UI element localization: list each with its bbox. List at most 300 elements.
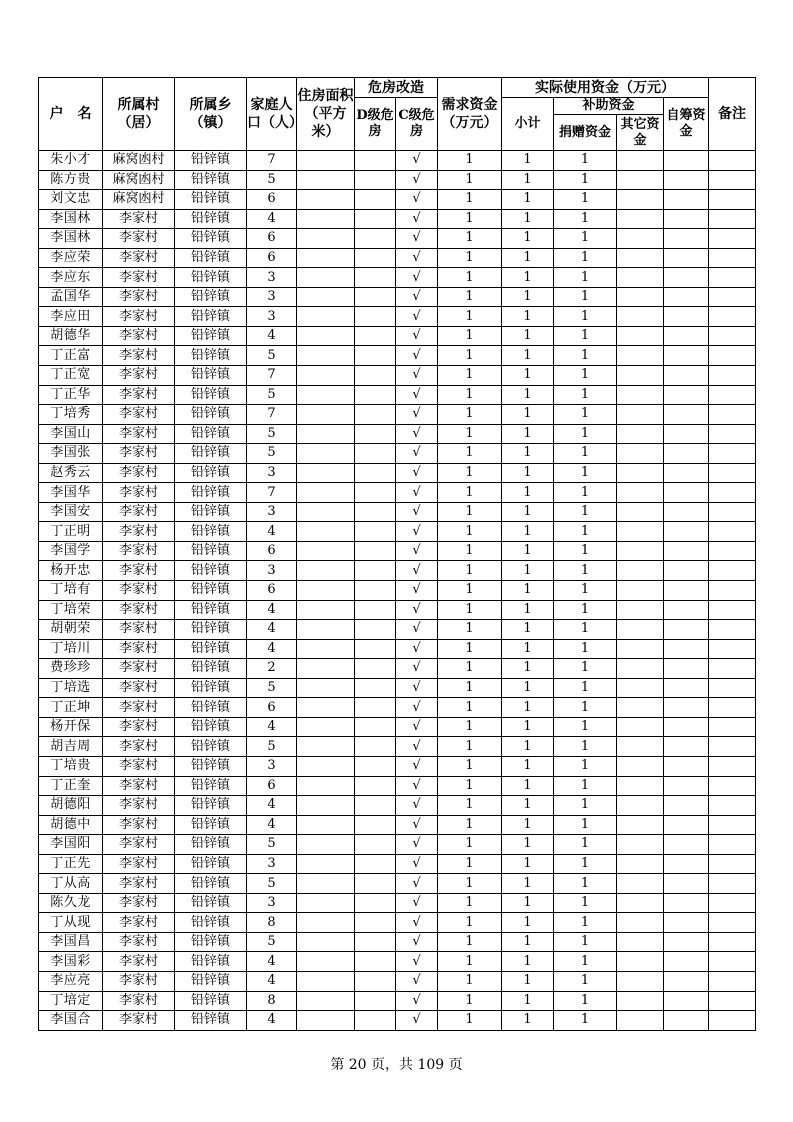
donation-cell: 1	[554, 326, 617, 346]
demand-cell: 1	[438, 639, 502, 659]
demand-cell: 1	[438, 229, 502, 249]
table-row	[39, 874, 756, 894]
town-cell: 铅锌镇	[175, 483, 247, 503]
remark-cell	[709, 581, 756, 601]
demand-cell: 1	[438, 326, 502, 346]
town-cell: 铅锌镇	[175, 248, 247, 268]
town-cell: 铅锌镇	[175, 620, 247, 640]
self-raised-cell	[664, 151, 709, 171]
area-cell	[297, 170, 355, 190]
donation-cell: 1	[554, 600, 617, 620]
name-cell: 胡德华	[39, 326, 103, 346]
header-town: 所属乡（镇）	[175, 78, 247, 151]
area-cell	[297, 1011, 355, 1031]
donation-cell: 1	[554, 307, 617, 327]
other-cell	[617, 600, 664, 620]
name-cell: 李国张	[39, 444, 103, 464]
donation-cell: 1	[554, 190, 617, 210]
table-row	[39, 424, 756, 444]
demand-cell: 1	[438, 307, 502, 327]
table-row	[39, 209, 756, 229]
d-level-cell	[355, 522, 396, 542]
d-level-cell	[355, 385, 396, 405]
subtotal-cell: 1	[502, 620, 554, 640]
c-level-cell: √	[396, 229, 438, 249]
d-level-cell	[355, 268, 396, 288]
demand-cell: 1	[438, 385, 502, 405]
town-cell: 铅锌镇	[175, 424, 247, 444]
donation-cell: 1	[554, 346, 617, 366]
village-cell: 李家村	[103, 346, 175, 366]
population-cell: 4	[247, 952, 297, 972]
population-cell: 4	[247, 600, 297, 620]
other-cell	[617, 913, 664, 933]
table-body	[39, 151, 756, 1031]
c-level-cell: √	[396, 385, 438, 405]
area-cell	[297, 522, 355, 542]
subtotal-cell: 1	[502, 424, 554, 444]
demand-cell: 1	[438, 678, 502, 698]
subtotal-cell: 1	[502, 229, 554, 249]
population-cell: 3	[247, 307, 297, 327]
village-cell: 李家村	[103, 854, 175, 874]
village-cell: 李家村	[103, 600, 175, 620]
area-cell	[297, 151, 355, 171]
header-c-level: C级危房	[396, 98, 438, 151]
town-cell: 铅锌镇	[175, 1011, 247, 1031]
village-cell: 李家村	[103, 581, 175, 601]
name-cell: 丁培有	[39, 581, 103, 601]
name-cell: 费珍珍	[39, 659, 103, 679]
other-cell	[617, 209, 664, 229]
remark-cell	[709, 600, 756, 620]
self-raised-cell	[664, 1011, 709, 1031]
village-cell: 李家村	[103, 268, 175, 288]
self-raised-cell	[664, 424, 709, 444]
self-raised-cell	[664, 776, 709, 796]
remark-cell	[709, 209, 756, 229]
area-cell	[297, 326, 355, 346]
donation-cell: 1	[554, 717, 617, 737]
c-level-cell: √	[396, 815, 438, 835]
table-row	[39, 405, 756, 425]
population-cell: 4	[247, 971, 297, 991]
table-row	[39, 229, 756, 249]
self-raised-cell	[664, 815, 709, 835]
d-level-cell	[355, 698, 396, 718]
area-cell	[297, 952, 355, 972]
demand-cell: 1	[438, 932, 502, 952]
name-cell: 杨开保	[39, 717, 103, 737]
c-level-cell: √	[396, 796, 438, 816]
other-cell	[617, 561, 664, 581]
donation-cell: 1	[554, 698, 617, 718]
self-raised-cell	[664, 952, 709, 972]
c-level-cell: √	[396, 600, 438, 620]
table-row	[39, 639, 756, 659]
other-cell	[617, 659, 664, 679]
remark-cell	[709, 639, 756, 659]
village-cell: 李家村	[103, 893, 175, 913]
subtotal-cell: 1	[502, 366, 554, 386]
name-cell: 丁培定	[39, 991, 103, 1011]
subtotal-cell: 1	[502, 893, 554, 913]
other-cell	[617, 541, 664, 561]
area-cell	[297, 209, 355, 229]
c-level-cell: √	[396, 561, 438, 581]
self-raised-cell	[664, 737, 709, 757]
area-cell	[297, 698, 355, 718]
demand-cell: 1	[438, 502, 502, 522]
donation-cell: 1	[554, 835, 617, 855]
town-cell: 铅锌镇	[175, 366, 247, 386]
other-cell	[617, 952, 664, 972]
other-cell	[617, 326, 664, 346]
name-cell: 李应荣	[39, 248, 103, 268]
area-cell	[297, 424, 355, 444]
d-level-cell	[355, 913, 396, 933]
village-cell: 李家村	[103, 463, 175, 483]
d-level-cell	[355, 151, 396, 171]
town-cell: 铅锌镇	[175, 581, 247, 601]
c-level-cell: √	[396, 874, 438, 894]
donation-cell: 1	[554, 483, 617, 503]
demand-cell: 1	[438, 717, 502, 737]
subtotal-cell: 1	[502, 151, 554, 171]
table-row	[39, 756, 756, 776]
donation-cell: 1	[554, 854, 617, 874]
other-cell	[617, 991, 664, 1011]
donation-cell: 1	[554, 991, 617, 1011]
other-cell	[617, 737, 664, 757]
population-cell: 5	[247, 932, 297, 952]
village-cell: 李家村	[103, 248, 175, 268]
self-raised-cell	[664, 893, 709, 913]
subtotal-cell: 1	[502, 600, 554, 620]
town-cell: 铅锌镇	[175, 913, 247, 933]
self-raised-cell	[664, 483, 709, 503]
name-cell: 李国合	[39, 1011, 103, 1031]
header-d-level: D级危房	[355, 98, 396, 151]
population-cell: 6	[247, 698, 297, 718]
population-cell: 5	[247, 678, 297, 698]
subtotal-cell: 1	[502, 209, 554, 229]
header-other: 其它资金	[617, 115, 664, 151]
c-level-cell: √	[396, 463, 438, 483]
town-cell: 铅锌镇	[175, 678, 247, 698]
remark-cell	[709, 835, 756, 855]
area-cell	[297, 581, 355, 601]
self-raised-cell	[664, 522, 709, 542]
self-raised-cell	[664, 698, 709, 718]
other-cell	[617, 756, 664, 776]
village-cell: 李家村	[103, 1011, 175, 1031]
remark-cell	[709, 463, 756, 483]
donation-cell: 1	[554, 776, 617, 796]
c-level-cell: √	[396, 1011, 438, 1031]
subtotal-cell: 1	[502, 326, 554, 346]
village-cell: 李家村	[103, 307, 175, 327]
other-cell	[617, 170, 664, 190]
other-cell	[617, 522, 664, 542]
name-cell: 丁培秀	[39, 405, 103, 425]
name-cell: 丁正先	[39, 854, 103, 874]
area-cell	[297, 776, 355, 796]
name-cell: 李国华	[39, 483, 103, 503]
area-cell	[297, 366, 355, 386]
subtotal-cell: 1	[502, 522, 554, 542]
demand-cell: 1	[438, 991, 502, 1011]
village-cell: 李家村	[103, 502, 175, 522]
table-row	[39, 835, 756, 855]
header-village: 所属村（居）	[103, 78, 175, 151]
other-cell	[617, 874, 664, 894]
subtotal-cell: 1	[502, 346, 554, 366]
self-raised-cell	[664, 932, 709, 952]
subtotal-cell: 1	[502, 385, 554, 405]
town-cell: 铅锌镇	[175, 776, 247, 796]
population-cell: 7	[247, 151, 297, 171]
c-level-cell: √	[396, 678, 438, 698]
c-level-cell: √	[396, 248, 438, 268]
self-raised-cell	[664, 405, 709, 425]
demand-cell: 1	[438, 424, 502, 444]
area-cell	[297, 659, 355, 679]
area-cell	[297, 971, 355, 991]
village-cell: 李家村	[103, 326, 175, 346]
village-cell: 麻窝凼村	[103, 151, 175, 171]
town-cell: 铅锌镇	[175, 756, 247, 776]
name-cell: 杨开忠	[39, 561, 103, 581]
subtotal-cell: 1	[502, 776, 554, 796]
town-cell: 铅锌镇	[175, 522, 247, 542]
d-level-cell	[355, 620, 396, 640]
c-level-cell: √	[396, 424, 438, 444]
name-cell: 李国山	[39, 424, 103, 444]
village-cell: 李家村	[103, 913, 175, 933]
other-cell	[617, 971, 664, 991]
self-raised-cell	[664, 659, 709, 679]
other-cell	[617, 815, 664, 835]
table-row	[39, 561, 756, 581]
d-level-cell	[355, 874, 396, 894]
remark-cell	[709, 287, 756, 307]
table-row	[39, 737, 756, 757]
table-row	[39, 307, 756, 327]
table-row	[39, 541, 756, 561]
area-cell	[297, 483, 355, 503]
remark-cell	[709, 248, 756, 268]
c-level-cell: √	[396, 287, 438, 307]
other-cell	[617, 932, 664, 952]
donation-cell: 1	[554, 756, 617, 776]
self-raised-cell	[664, 581, 709, 601]
population-cell: 6	[247, 248, 297, 268]
donation-cell: 1	[554, 952, 617, 972]
demand-cell: 1	[438, 698, 502, 718]
table-row	[39, 346, 756, 366]
subtotal-cell: 1	[502, 835, 554, 855]
town-cell: 铅锌镇	[175, 561, 247, 581]
d-level-cell	[355, 287, 396, 307]
donation-cell: 1	[554, 405, 617, 425]
subtotal-cell: 1	[502, 815, 554, 835]
name-cell: 李国林	[39, 209, 103, 229]
demand-cell: 1	[438, 776, 502, 796]
self-raised-cell	[664, 991, 709, 1011]
d-level-cell	[355, 326, 396, 346]
other-cell	[617, 639, 664, 659]
d-level-cell	[355, 893, 396, 913]
village-cell: 李家村	[103, 796, 175, 816]
demand-cell: 1	[438, 893, 502, 913]
demand-cell: 1	[438, 756, 502, 776]
d-level-cell	[355, 229, 396, 249]
header-self-raised: 自筹资金	[664, 98, 709, 151]
table-row	[39, 248, 756, 268]
table-row	[39, 620, 756, 640]
header-demand: 需求资金（万元）	[438, 78, 502, 151]
other-cell	[617, 620, 664, 640]
town-cell: 铅锌镇	[175, 893, 247, 913]
donation-cell: 1	[554, 248, 617, 268]
town-cell: 铅锌镇	[175, 326, 247, 346]
village-cell: 李家村	[103, 209, 175, 229]
village-cell: 李家村	[103, 229, 175, 249]
c-level-cell: √	[396, 756, 438, 776]
donation-cell: 1	[554, 366, 617, 386]
village-cell: 李家村	[103, 287, 175, 307]
subtotal-cell: 1	[502, 698, 554, 718]
other-cell	[617, 717, 664, 737]
donation-cell: 1	[554, 932, 617, 952]
village-cell: 李家村	[103, 561, 175, 581]
population-cell: 3	[247, 287, 297, 307]
subtotal-cell: 1	[502, 678, 554, 698]
demand-cell: 1	[438, 190, 502, 210]
population-cell: 5	[247, 170, 297, 190]
donation-cell: 1	[554, 287, 617, 307]
self-raised-cell	[664, 248, 709, 268]
remark-cell	[709, 268, 756, 288]
c-level-cell: √	[396, 268, 438, 288]
table-row	[39, 268, 756, 288]
subtotal-cell: 1	[502, 639, 554, 659]
village-cell: 李家村	[103, 971, 175, 991]
c-level-cell: √	[396, 366, 438, 386]
subtotal-cell: 1	[502, 991, 554, 1011]
subtotal-cell: 1	[502, 483, 554, 503]
village-cell: 李家村	[103, 815, 175, 835]
d-level-cell	[355, 444, 396, 464]
c-level-cell: √	[396, 717, 438, 737]
table-row	[39, 502, 756, 522]
donation-cell: 1	[554, 737, 617, 757]
remark-cell	[709, 991, 756, 1011]
area-cell	[297, 874, 355, 894]
d-level-cell	[355, 932, 396, 952]
remark-cell	[709, 815, 756, 835]
area-cell	[297, 991, 355, 1011]
name-cell: 胡德阳	[39, 796, 103, 816]
remark-cell	[709, 952, 756, 972]
remark-cell	[709, 796, 756, 816]
self-raised-cell	[664, 835, 709, 855]
remark-cell	[709, 854, 756, 874]
subtotal-cell: 1	[502, 268, 554, 288]
name-cell: 丁正坤	[39, 698, 103, 718]
area-cell	[297, 385, 355, 405]
demand-cell: 1	[438, 268, 502, 288]
name-cell: 陈久龙	[39, 893, 103, 913]
remark-cell	[709, 620, 756, 640]
table-row	[39, 444, 756, 464]
name-cell: 李国学	[39, 541, 103, 561]
c-level-cell: √	[396, 776, 438, 796]
population-cell: 5	[247, 444, 297, 464]
donation-cell: 1	[554, 209, 617, 229]
remark-cell	[709, 971, 756, 991]
header-actual-funds: 实际使用资金（万元）	[502, 78, 709, 98]
population-cell: 3	[247, 502, 297, 522]
town-cell: 铅锌镇	[175, 209, 247, 229]
d-level-cell	[355, 366, 396, 386]
remark-cell	[709, 874, 756, 894]
d-level-cell	[355, 678, 396, 698]
table-row	[39, 893, 756, 913]
self-raised-cell	[664, 366, 709, 386]
area-cell	[297, 620, 355, 640]
village-cell: 李家村	[103, 620, 175, 640]
subtotal-cell: 1	[502, 307, 554, 327]
table-row	[39, 698, 756, 718]
area-cell	[297, 541, 355, 561]
table-row	[39, 913, 756, 933]
remark-cell	[709, 522, 756, 542]
c-level-cell: √	[396, 307, 438, 327]
c-level-cell: √	[396, 659, 438, 679]
self-raised-cell	[664, 600, 709, 620]
town-cell: 铅锌镇	[175, 600, 247, 620]
donation-cell: 1	[554, 620, 617, 640]
demand-cell: 1	[438, 541, 502, 561]
donation-cell: 1	[554, 541, 617, 561]
remark-cell	[709, 561, 756, 581]
remark-cell	[709, 405, 756, 425]
subtotal-cell: 1	[502, 463, 554, 483]
town-cell: 铅锌镇	[175, 190, 247, 210]
donation-cell: 1	[554, 229, 617, 249]
demand-cell: 1	[438, 581, 502, 601]
d-level-cell	[355, 502, 396, 522]
c-level-cell: √	[396, 444, 438, 464]
remark-cell	[709, 893, 756, 913]
population-cell: 7	[247, 366, 297, 386]
demand-cell: 1	[438, 796, 502, 816]
area-cell	[297, 737, 355, 757]
remark-cell	[709, 659, 756, 679]
village-cell: 李家村	[103, 952, 175, 972]
table-row	[39, 952, 756, 972]
village-cell: 李家村	[103, 835, 175, 855]
other-cell	[617, 307, 664, 327]
village-cell: 李家村	[103, 874, 175, 894]
self-raised-cell	[664, 756, 709, 776]
town-cell: 铅锌镇	[175, 659, 247, 679]
table-row	[39, 991, 756, 1011]
demand-cell: 1	[438, 463, 502, 483]
self-raised-cell	[664, 385, 709, 405]
